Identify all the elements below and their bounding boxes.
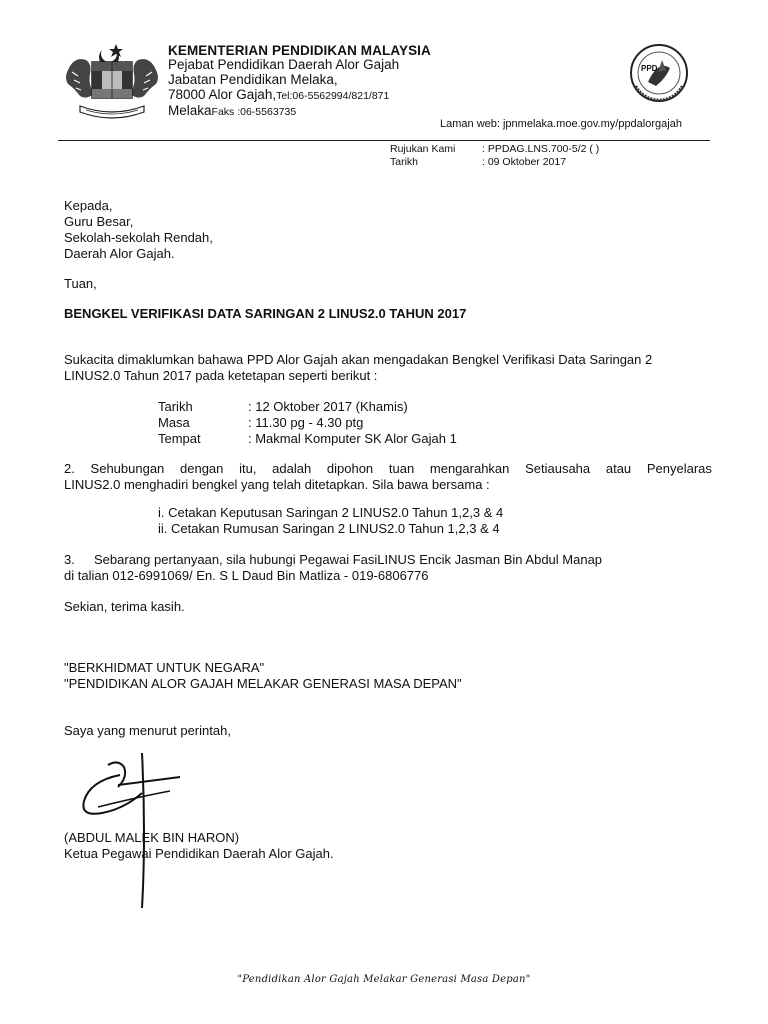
svg-text:PPD: PPD xyxy=(641,64,658,73)
paragraph-number: 2. xyxy=(64,461,75,476)
ppd-logo-icon xyxy=(628,42,690,104)
paragraph-1 xyxy=(64,352,712,384)
word: atau xyxy=(605,461,632,476)
list-item: ii. Cetakan Rumusan Saringan 2 LINUS2.0 Tahun 1,2,3 & 4 xyxy=(158,521,500,536)
detail-row-date xyxy=(158,399,558,415)
recipient-line: Daerah Alor Gajah. xyxy=(64,246,175,261)
paragraph-text: Sebarang pertanyaan, sila hubungi Pegawai FasiLINUS Encik Jasman Bin Abdul Manap xyxy=(94,552,603,567)
our-reference-row xyxy=(390,143,710,157)
paragraph-2 xyxy=(64,461,712,493)
detail-value: : 11.30 pg - 4.30 ptg xyxy=(248,415,364,430)
state-line xyxy=(168,103,296,118)
organization-name: KEMENTERIAN PENDIDIKAN MALAYSIA xyxy=(168,43,431,58)
paragraph-justified-line xyxy=(64,461,712,477)
recipient-line: Guru Besar, xyxy=(64,214,134,229)
word: dengan xyxy=(180,461,224,476)
word: itu, xyxy=(239,461,257,476)
header-divider xyxy=(58,140,710,141)
word: Setiausaha xyxy=(525,461,591,476)
letter-subject: BENGKEL VERIFIKASI DATA SARINGAN 2 LINUS2.0 TAHUN 2017 xyxy=(64,306,467,321)
recipient-line: Sekolah-sekolah Rendah, xyxy=(64,230,213,245)
word: tuan xyxy=(388,461,415,476)
salutation: Tuan, xyxy=(64,276,97,291)
our-reference-value: : PPDAG.LNS.700-5/2 ( ) xyxy=(482,143,600,155)
malaysia-coat-of-arms-icon xyxy=(62,40,162,122)
fax-number: Faks :06-5563735 xyxy=(211,106,297,118)
word: adalah xyxy=(272,461,312,476)
list-item: i. Cetakan Keputusan Saringan 2 LINUS2.0 Tahun 1,2,3 & 4 xyxy=(158,505,504,520)
recipient-line: Kepada, xyxy=(64,198,113,213)
detail-label: Tempat xyxy=(158,431,201,446)
paragraph-line: LINUS2.0 menghadiri bengkel yang telah ditetapkan. Sila bawa bersama : xyxy=(64,477,490,492)
telephone: Tel:06-5562994/821/871 xyxy=(276,90,390,102)
department-name: Jabatan Pendidikan Melaka, xyxy=(168,72,338,87)
word: Penyelaras xyxy=(646,461,712,476)
motto-line: "BERKHIDMAT UNTUK NEGARA" xyxy=(64,660,265,675)
signer-block xyxy=(64,830,334,862)
detail-row-time xyxy=(158,415,558,431)
letter-date-label: Tarikh xyxy=(390,156,419,168)
motto-line: "PENDIDIKAN ALOR GAJAH MELAKAR GENERASI MASA DEPAN" xyxy=(64,676,462,691)
footer-motto: "Pendidikan Alor Gajah Melakar Generasi Masa Depan" xyxy=(237,974,531,985)
paragraph-line: LINUS2.0 Tahun 2017 pada ketetapan seperti berikut : xyxy=(64,368,378,383)
our-reference-label: Rujukan Kami xyxy=(390,143,456,155)
detail-label: Tarikh xyxy=(158,399,193,414)
address-line xyxy=(168,87,389,102)
required-items-list xyxy=(158,505,503,537)
signer-name: (ABDUL MALEK BIN HARON) xyxy=(64,830,240,845)
paragraph-number: 3. xyxy=(64,552,75,567)
detail-value: : 12 Oktober 2017 (Khamis) xyxy=(248,399,408,414)
postcode-city: 78000 Alor Gajah, xyxy=(168,87,277,102)
detail-row-venue xyxy=(158,431,558,447)
sign-off: Saya yang menurut perintah, xyxy=(64,723,231,738)
state-name: Melaka xyxy=(168,103,212,118)
word: mengarahkan xyxy=(429,461,510,476)
letter-date-value: : 09 Oktober 2017 xyxy=(482,156,567,168)
letter-date-row xyxy=(390,156,710,170)
motto-block xyxy=(64,660,462,692)
recipient-block xyxy=(64,198,213,262)
office-name: Pejabat Pendidikan Daerah Alor Gajah xyxy=(168,57,400,72)
paragraph-line xyxy=(64,552,712,568)
signer-title: Ketua Pegawai Pendidikan Daerah Alor Gajah. xyxy=(64,846,334,861)
handwritten-signature xyxy=(80,745,210,910)
website-link[interactable]: Laman web: jpnmelaka.moe.gov.my/ppdalorgajah xyxy=(440,118,682,130)
paragraph-line: Sukacita dimaklumkan bahawa PPD Alor Gajah akan mengadakan Bengkel Verifikasi Data Saringan 2 xyxy=(64,352,653,367)
word: dipohon xyxy=(326,461,374,476)
closing-remark: Sekian, terima kasih. xyxy=(64,599,185,614)
detail-value: : Makmal Komputer SK Alor Gajah 1 xyxy=(248,431,457,446)
paragraph-line: di talian 012-6991069/ En. S L Daud Bin Matliza - 019-6806776 xyxy=(64,568,429,583)
word: Sehubungan xyxy=(90,461,165,476)
detail-label: Masa xyxy=(158,415,190,430)
paragraph-3 xyxy=(64,552,712,584)
